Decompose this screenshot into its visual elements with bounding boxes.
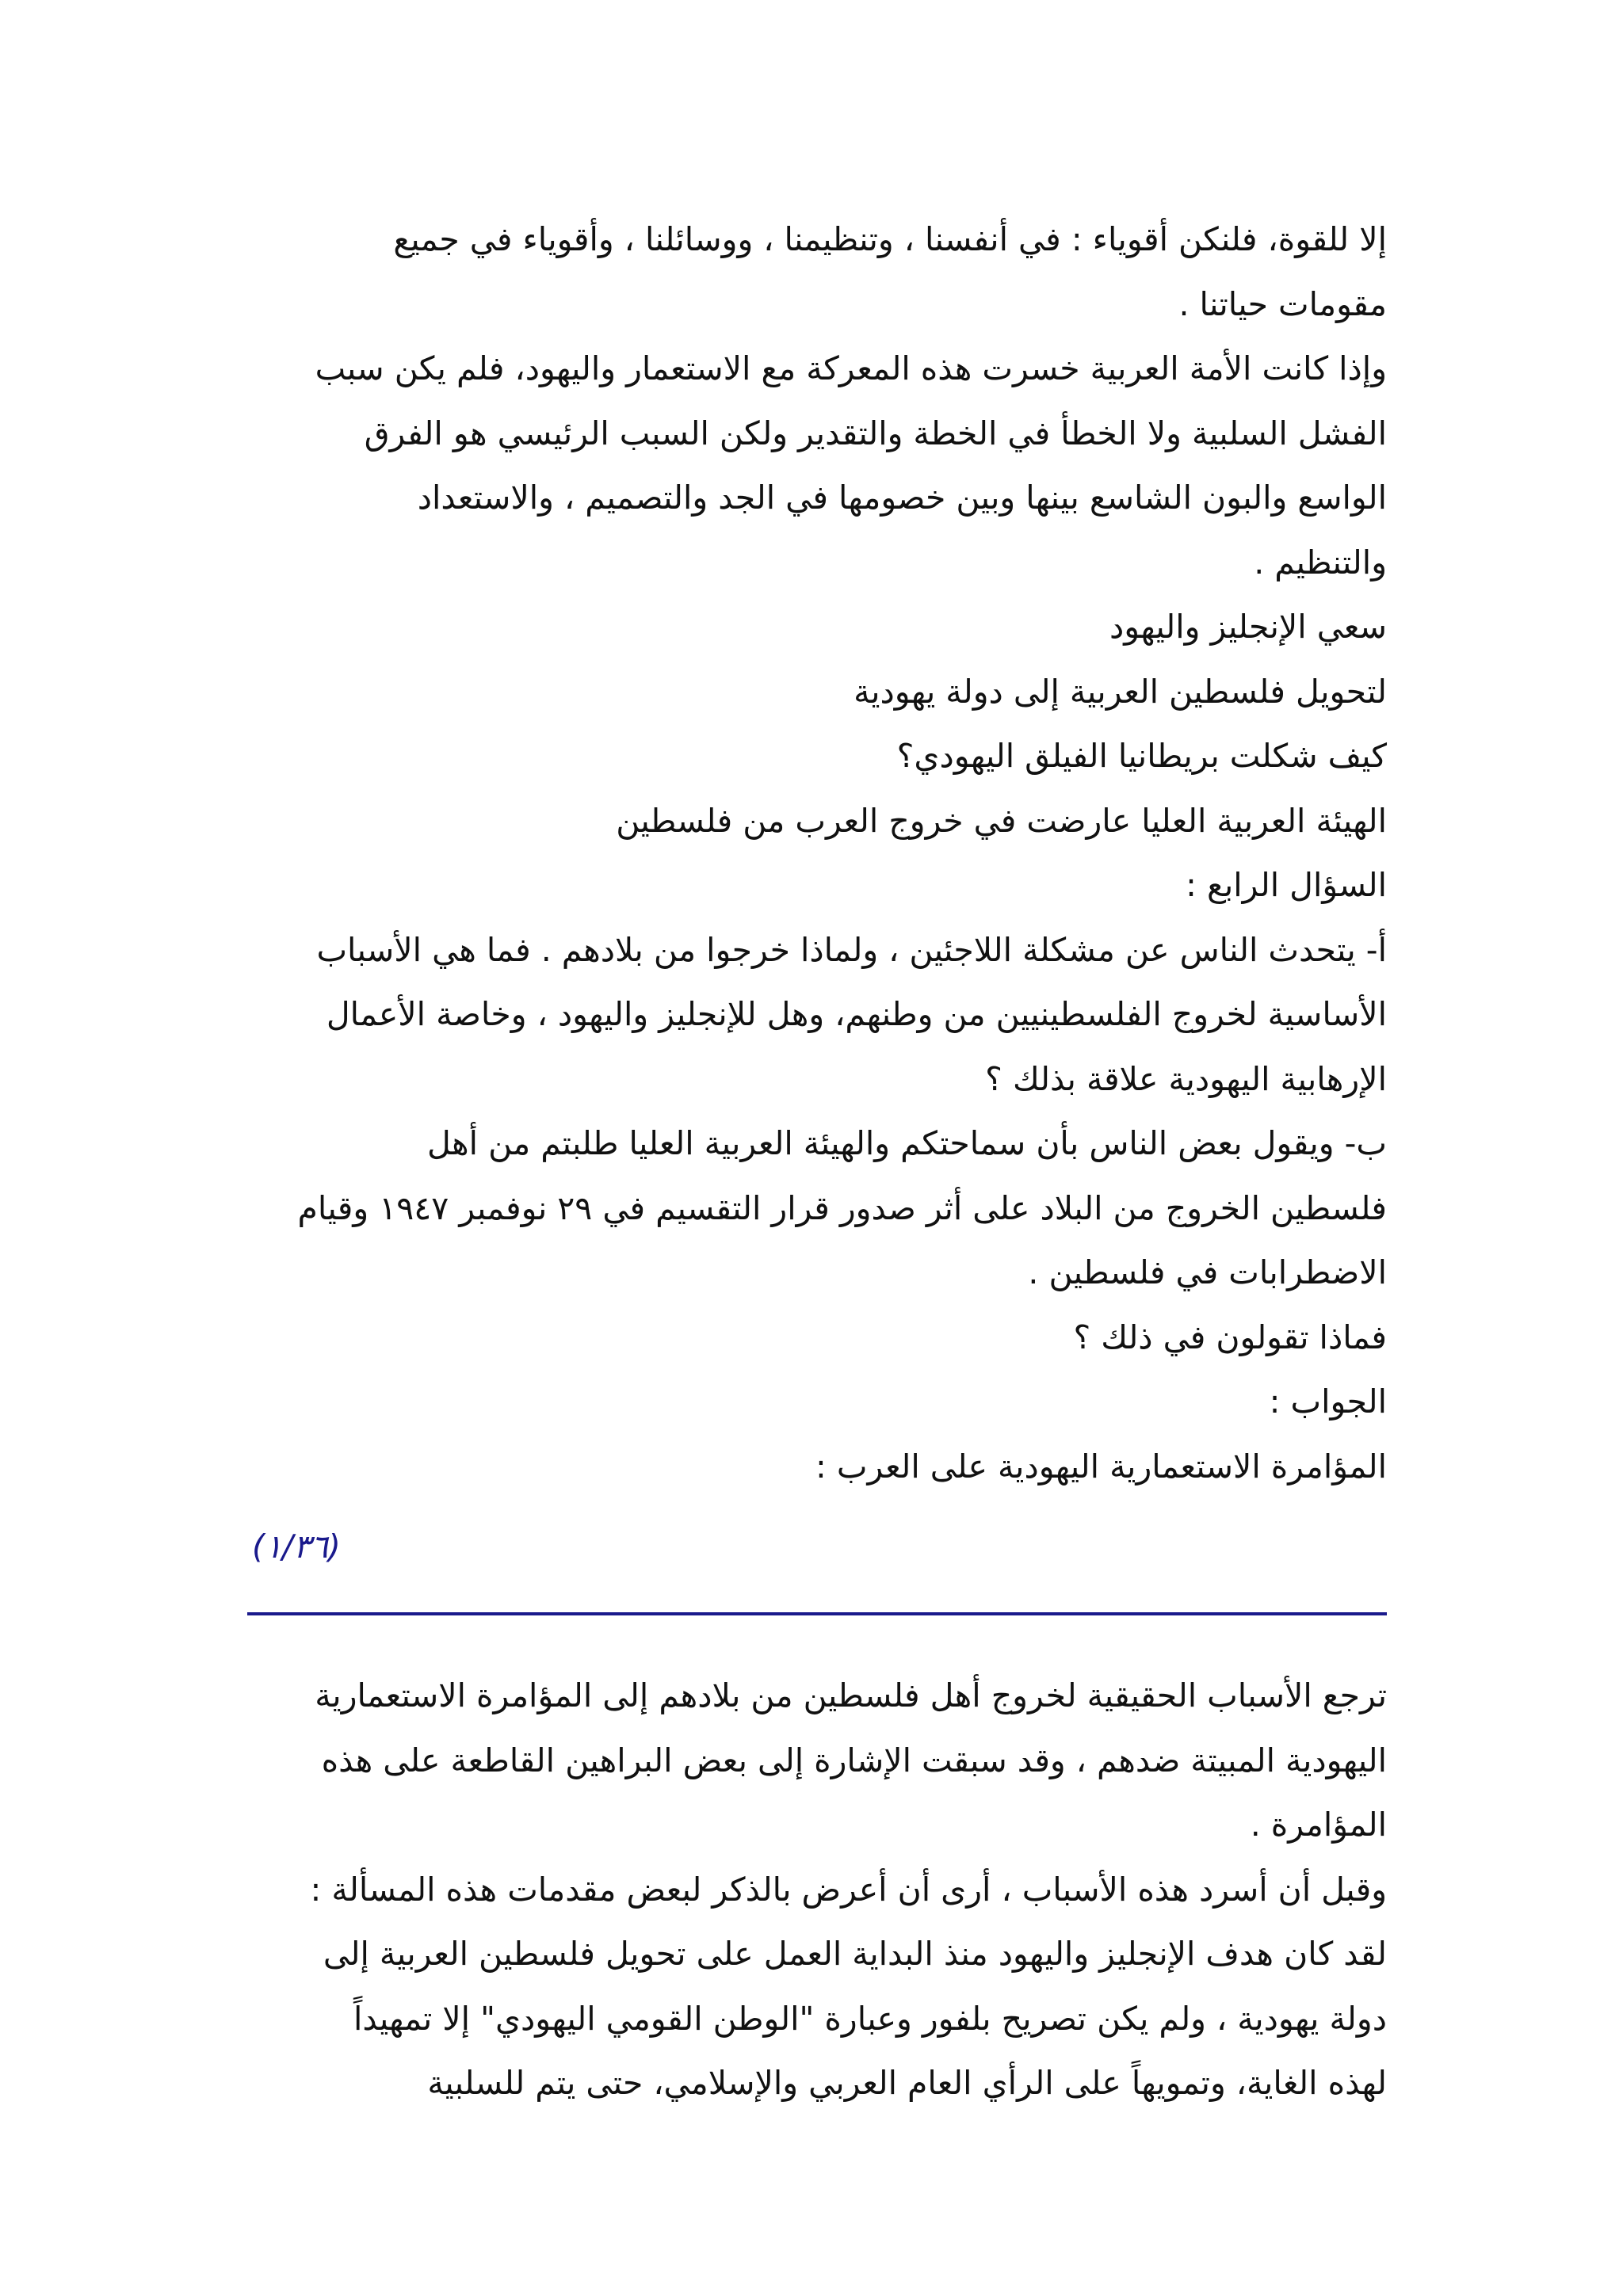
text-line: الواسع والبون الشاسع بينها وبين خصومها في الجد والتصميم ، والاستعداد (417, 479, 1387, 517)
text-line: دولة يهودية ، ولم يكن تصريح بلفور وعبارة "الوطن القومي اليهودي" إلا تمهيداً (353, 1999, 1387, 2038)
page-separator (247, 1612, 1387, 1615)
document-text-bottom (247, 1664, 1387, 2116)
text-line: أ- يتحدث الناس عن مشكلة اللاجئين ، ولماذا خرجوا من بلادهم . فما هي الأسباب (316, 930, 1387, 969)
text-line: إلا للقوة، فلنكن أقوياء : في أنفسنا ، وتنظيمنا ، ووسائلنا ، وأقوياء في جميع (393, 220, 1387, 258)
section-heading: كيف شكلت بريطانيا الفيلق اليهودي؟ (896, 737, 1387, 775)
text-line: فلسطين الخروج من البلاد على أثر صدور قرار التقسيم في ٢٩ نوفمبر ١٩٤٧ وقيام (297, 1188, 1387, 1227)
text-line: الفشل السلبية ولا الخطأ في الخطة والتقدير ولكن السبب الرئيسي هو الفرق (364, 414, 1387, 452)
text-line: فماذا تقولون في ذلك ؟ (1073, 1318, 1387, 1356)
text-line: الأساسية لخروج الفلسطينيين من وطنهم، وهل للإنجليز واليهود ، وخاصة الأعمال (326, 995, 1387, 1033)
page-number: (١/٣٦) (252, 1527, 341, 1566)
section-heading: الهيئة العربية العليا عارضت في خروج العرب من فلسطين (616, 801, 1387, 840)
text-line: ب- ويقول بعض الناس بأن سماحتكم والهيئة العربية العليا طلبتم من أهل (426, 1124, 1387, 1162)
text-line: وقبل أن أسرد هذه الأسباب ، أرى أن أعرض بالذكر لبعض مقدمات هذه المسألة : (310, 1870, 1387, 1909)
section-heading: لتحويل فلسطين العربية إلى دولة يهودية (854, 672, 1387, 711)
text-line: الاضطرابات في فلسطين . (1028, 1253, 1387, 1291)
question-heading: السؤال الرابع : (1186, 866, 1387, 904)
text-line: ترجع الأسباب الحقيقية لخروج أهل فلسطين من بلادهم إلى المؤامرة الاستعمارية (315, 1676, 1387, 1714)
section-heading: سعي الإنجليز واليهود (1109, 608, 1387, 646)
section-heading: المؤامرة الاستعمارية اليهودية على العرب : (815, 1447, 1387, 1486)
text-line: المؤامرة . (1250, 1806, 1387, 1844)
text-line: الإرهابية اليهودية علاقة بذلك ؟ (985, 1059, 1387, 1098)
text-line: مقومات حياتنا . (1178, 284, 1387, 323)
text-line: وإذا كانت الأمة العربية خسرت هذه المعركة مع الاستعمار واليهود، فلم يكن سبب (315, 349, 1387, 387)
document-text-top (247, 208, 1387, 1499)
answer-heading: الجواب : (1269, 1383, 1387, 1421)
text-line: لهذه الغاية، وتمويهاً على الرأي العام العربي والإسلامي، حتى يتم للسلبية (427, 2064, 1387, 2102)
text-line: والتنظيم . (1254, 543, 1387, 582)
text-line: اليهودية المبيتة ضدهم ، وقد سبقت الإشارة إلى بعض البراهين القاطعة على هذه (321, 1741, 1387, 1779)
text-line: لقد كان هدف الإنجليز واليهود منذ البداية العمل على تحويل فلسطين العربية إلى (323, 1935, 1387, 1973)
